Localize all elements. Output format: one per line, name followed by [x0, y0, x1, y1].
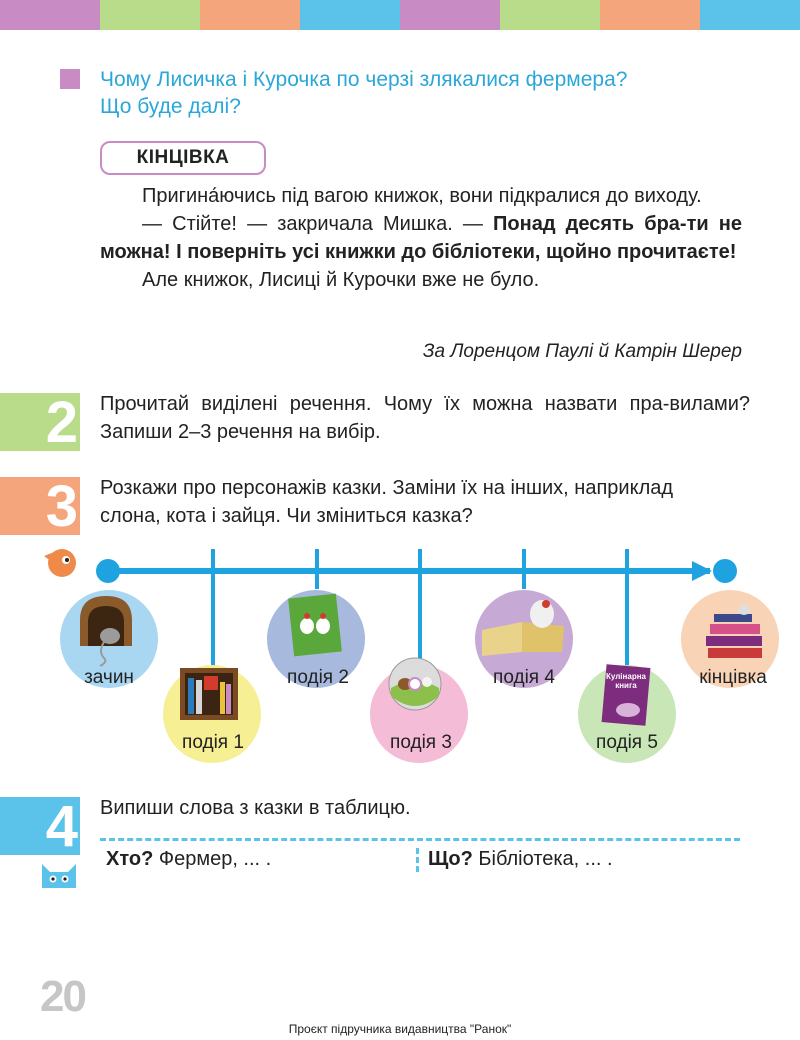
table-divider	[416, 848, 419, 872]
stripe	[700, 0, 800, 30]
timeline-start-dot	[96, 559, 120, 583]
mouse-hole-illustration	[74, 592, 138, 670]
timeline-label-event-5: подія 5	[596, 732, 658, 753]
timeline-label-event-1: подія 1	[182, 732, 244, 753]
bookshelf-illustration	[178, 666, 240, 722]
timeline-arrow-head	[692, 561, 712, 581]
story-paragraph-3: Але книжок, Лисиці й Курочки вже не було.	[142, 269, 540, 291]
question-marker	[60, 69, 80, 89]
timeline-connector	[522, 549, 526, 589]
cookbook-title: Кулінарна книга	[606, 672, 646, 690]
question-line-2: Що буде далі?	[100, 95, 241, 118]
footer-text: Проєкт підручника видавництва "Ранок"	[288, 1022, 512, 1036]
timeline-connector	[625, 549, 629, 667]
stripe	[400, 0, 500, 30]
timeline-connector	[315, 549, 319, 589]
task-number-3	[0, 474, 80, 539]
stripe	[200, 0, 300, 30]
top-color-bar	[0, 0, 800, 30]
task-number-2	[0, 390, 80, 455]
question-text	[100, 66, 760, 120]
story-text	[100, 182, 742, 294]
story-paragraph-1: Пригина́ючись під вагою книжок, вони підкралися до виходу.	[142, 185, 702, 207]
timeline-label-ending: кінцівка	[699, 667, 767, 688]
ending-label: КІНЦІВКА	[100, 141, 266, 175]
timeline-connector	[211, 549, 215, 667]
table-cell-who	[106, 848, 271, 871]
task-3-text: Розкажи про персонажів казки. Заміни їх на інших, наприклад слона, кота і зайця. Чи зміниться казка?	[100, 477, 674, 527]
stripe	[300, 0, 400, 30]
timeline-connector	[418, 549, 422, 659]
timeline-line	[110, 568, 710, 574]
task-number-4	[0, 794, 80, 859]
fox-head-icon	[40, 546, 82, 580]
disc-illustration	[387, 656, 443, 712]
stripe	[100, 0, 200, 30]
what-value: Бібліотека, ... .	[478, 848, 613, 870]
table-top-border	[100, 838, 740, 841]
book-stack-illustration	[700, 604, 766, 660]
who-value: Фермер, ... .	[158, 848, 272, 870]
story-author: За Лоренцом Паулі й Катрін Шерер	[422, 341, 742, 362]
task-2-text: Прочитай виділені речення. Чому їх можна назвати пра-вилами? Запиши 2–3 речення на вибір.	[100, 393, 750, 443]
timeline-label-beginning: зачин	[84, 667, 134, 688]
stripe	[0, 0, 100, 30]
what-label: Що?	[428, 848, 473, 870]
timeline-label-event-2: подія 2	[287, 667, 349, 688]
page-number: 20	[40, 972, 85, 1021]
story-speech: — Стійте! — закричала Мишка. —	[142, 213, 494, 235]
task-4-text: Випиши слова з казки в таблицю.	[100, 797, 411, 819]
chicken-book-illustration	[287, 592, 345, 658]
question-line-1: Чому Лисичка і Курочка по черзі злякалися фермера?	[100, 68, 628, 91]
who-label: Хто?	[106, 848, 154, 870]
task-number-text: 4	[45, 794, 78, 859]
stripe	[600, 0, 700, 30]
task-number-text: 3	[45, 474, 78, 539]
timeline-label-event-4: подія 4	[493, 667, 555, 688]
open-book-illustration	[476, 596, 572, 656]
table-cell-what	[428, 848, 613, 871]
highlighted-rule: Понад десять бра-ти не можна! І поверніть усі книжки до бібліотеки, щойно прочитаєте!	[100, 213, 742, 263]
timeline-end-dot	[713, 559, 737, 583]
timeline-label-event-3: подія 3	[390, 732, 452, 753]
cat-icon	[40, 860, 78, 893]
task-number-text: 2	[45, 390, 78, 455]
story-paragraph-2	[100, 210, 742, 266]
stripe	[500, 0, 600, 30]
